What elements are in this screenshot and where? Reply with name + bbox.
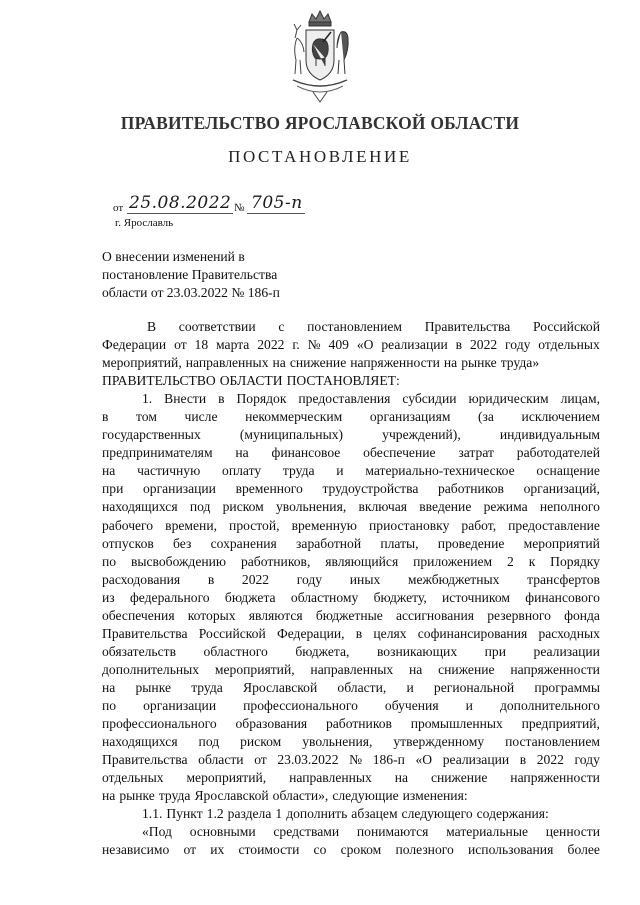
body-word: профессионального bbox=[243, 697, 358, 713]
body-word: организации bbox=[143, 697, 217, 713]
body-word: исключением bbox=[521, 409, 600, 425]
coat-of-arms-emblem bbox=[285, 8, 355, 108]
body-word: постановлением bbox=[307, 319, 402, 334]
body-line bbox=[102, 462, 600, 480]
body-word: на bbox=[394, 770, 409, 786]
body-word: включая bbox=[358, 499, 408, 515]
subject-line: О внесении изменений в bbox=[102, 249, 245, 264]
body-word: под bbox=[198, 734, 220, 750]
body-word: организаций, bbox=[523, 481, 600, 497]
body-word: в bbox=[355, 625, 363, 641]
body-word: 1 bbox=[275, 806, 283, 822]
body-word: снижение bbox=[289, 355, 347, 371]
body-word: Федерации bbox=[102, 337, 167, 353]
body-word: проведение bbox=[437, 535, 505, 551]
body-word: Порядку bbox=[550, 553, 600, 569]
body-word: Внести bbox=[164, 391, 207, 407]
body-word: следующие bbox=[332, 788, 399, 804]
body-word: простой, bbox=[229, 517, 280, 533]
body-word: Ярославской bbox=[243, 679, 318, 695]
body-word: дополнить bbox=[286, 806, 348, 822]
body-word: 409 bbox=[328, 337, 349, 353]
body-word: из bbox=[102, 589, 115, 605]
body-word: по bbox=[102, 553, 117, 569]
body-word: «Под bbox=[142, 824, 172, 840]
body-word: области, bbox=[337, 679, 387, 695]
body-word: 1.1. bbox=[142, 806, 163, 822]
body-word: затрат bbox=[458, 445, 494, 461]
body-word: работников, bbox=[240, 553, 311, 569]
body-word: образования bbox=[235, 716, 308, 732]
body-word: обеспечение bbox=[363, 445, 436, 461]
body-word: юридическим bbox=[468, 391, 549, 407]
body-word: бюджета, bbox=[295, 643, 350, 659]
body-word: «О bbox=[415, 752, 433, 768]
body-word: ассигнования bbox=[395, 607, 475, 623]
body-word: Российской bbox=[198, 625, 266, 641]
body-word: мероприятий, bbox=[186, 770, 267, 786]
body-word: Российской bbox=[532, 319, 600, 334]
body-line bbox=[102, 805, 600, 823]
body-word: на bbox=[235, 445, 249, 461]
body-word: региональной bbox=[433, 679, 515, 695]
body-word: ценности bbox=[545, 824, 600, 840]
body-word: работников bbox=[325, 716, 392, 732]
body-word: 2022 bbox=[469, 337, 498, 353]
body-word: финансового bbox=[525, 589, 600, 605]
body-word: году bbox=[505, 337, 531, 353]
body-word: бюджета bbox=[224, 589, 276, 605]
body-word: 18 bbox=[194, 337, 209, 353]
body-word: предприятий, bbox=[521, 716, 600, 732]
body-line bbox=[102, 372, 600, 390]
body-word: предпринимателям bbox=[102, 445, 213, 461]
body-word: рынке bbox=[119, 788, 155, 804]
body-word: федерального bbox=[129, 589, 210, 605]
body-word: снижение bbox=[430, 770, 488, 786]
body-word: 186-п bbox=[372, 752, 405, 768]
body-word: рынке bbox=[461, 355, 497, 371]
body-word: расходных bbox=[538, 625, 600, 641]
body-word: абзацем bbox=[351, 806, 398, 822]
body-line bbox=[102, 607, 600, 625]
body-word: риском bbox=[222, 499, 264, 515]
body-word: времени, bbox=[165, 517, 217, 533]
body-word: трансфертов bbox=[527, 571, 600, 587]
body-word: 2 bbox=[507, 553, 514, 569]
body-word: к bbox=[528, 553, 536, 569]
body-word: использования bbox=[467, 842, 554, 858]
number-prefix: № bbox=[234, 202, 245, 214]
body-line bbox=[102, 841, 600, 859]
body-word: на bbox=[102, 679, 116, 695]
body-word: при bbox=[484, 643, 506, 659]
city-name: г. Ярославль bbox=[115, 217, 174, 229]
body-word: приложением bbox=[413, 553, 493, 569]
date-number-line bbox=[113, 193, 353, 217]
body-word: «О bbox=[356, 337, 374, 353]
body-word: заработной bbox=[296, 535, 362, 551]
body-word: году bbox=[296, 571, 323, 587]
body-word: оснащение bbox=[536, 463, 600, 479]
body-word: 1. bbox=[142, 391, 153, 407]
body-word: области», bbox=[272, 788, 329, 804]
body-line bbox=[102, 426, 600, 444]
body-word: изменения: bbox=[402, 788, 468, 804]
body-word: направленных bbox=[185, 355, 269, 371]
body-word: Федерации, bbox=[276, 625, 345, 641]
body-word: сохранения bbox=[210, 535, 277, 551]
body-word: оплату bbox=[222, 463, 262, 479]
body-word: напряженности bbox=[510, 661, 600, 677]
body-word: и bbox=[406, 679, 414, 695]
body-word: от bbox=[183, 842, 197, 858]
body-word: которых bbox=[187, 607, 236, 623]
body-word: мероприятий, bbox=[214, 661, 295, 677]
body-word: находящихся bbox=[102, 499, 178, 515]
document-body bbox=[102, 318, 600, 859]
body-word: рынке bbox=[135, 679, 172, 695]
body-word: отдельных bbox=[538, 337, 600, 353]
body-word: 23.03.2022 bbox=[277, 752, 339, 768]
body-word: сроком bbox=[340, 842, 382, 858]
body-word: государственных bbox=[102, 427, 201, 443]
body-word: на bbox=[102, 463, 116, 479]
body-word: работ, bbox=[461, 517, 497, 533]
body-line bbox=[102, 751, 600, 769]
body-line bbox=[102, 769, 600, 787]
body-word: дополнительных bbox=[102, 661, 200, 677]
body-word: более bbox=[567, 842, 600, 858]
body-word: под bbox=[189, 499, 211, 515]
body-word: при bbox=[102, 481, 124, 497]
body-word: в bbox=[455, 337, 463, 353]
body-word: программы bbox=[534, 679, 600, 695]
body-word: и bbox=[465, 697, 473, 713]
body-line bbox=[102, 715, 600, 733]
body-word: понимаются bbox=[356, 824, 429, 840]
body-word: находящихся bbox=[102, 734, 178, 750]
body-word: 2022 bbox=[536, 752, 564, 768]
body-word: Ярославской bbox=[194, 788, 269, 804]
body-word: труда bbox=[282, 463, 315, 479]
body-word: отпусков bbox=[102, 535, 154, 551]
body-line bbox=[102, 643, 600, 661]
body-word: следующего bbox=[401, 806, 473, 822]
body-word: ПОСТАНОВЛЯЕТ: bbox=[286, 373, 400, 389]
body-word: реализации bbox=[442, 752, 510, 768]
date-underline bbox=[127, 213, 233, 214]
body-word: постановлением bbox=[505, 734, 600, 750]
body-word: на bbox=[102, 788, 116, 804]
body-line bbox=[102, 408, 600, 426]
body-line bbox=[102, 535, 600, 553]
body-line bbox=[102, 571, 600, 589]
body-word: со bbox=[313, 842, 327, 858]
body-word: от bbox=[174, 337, 187, 353]
body-word: обеспечения bbox=[102, 607, 175, 623]
body-word: частичную bbox=[137, 463, 201, 479]
body-line bbox=[102, 589, 600, 607]
body-word: платы, bbox=[380, 535, 419, 551]
body-word: дополнительного bbox=[499, 697, 600, 713]
body-line bbox=[102, 517, 600, 535]
body-word: полезного bbox=[395, 842, 454, 858]
subject-line: постановление Правительства bbox=[102, 267, 278, 282]
body-word: направленных bbox=[289, 770, 372, 786]
body-word: являющийся bbox=[325, 553, 399, 569]
body-word: 2022 bbox=[241, 571, 270, 587]
body-word: с bbox=[278, 319, 285, 334]
body-word: материальные bbox=[446, 824, 528, 840]
body-word: увольнения, bbox=[302, 734, 373, 750]
body-line bbox=[102, 679, 600, 697]
body-word: резервного bbox=[487, 607, 551, 623]
body-word: 2022 bbox=[257, 337, 285, 353]
body-word: риском bbox=[240, 734, 282, 750]
body-word: целях bbox=[373, 625, 407, 641]
body-word: организации bbox=[142, 481, 216, 497]
body-word: ОБЛАСТИ bbox=[219, 373, 283, 389]
body-word: стоимости bbox=[238, 842, 300, 858]
body-word: областному bbox=[290, 589, 359, 605]
body-line bbox=[102, 444, 600, 462]
body-line bbox=[102, 661, 600, 679]
body-word: г. bbox=[292, 337, 300, 353]
body-word: Порядок bbox=[236, 391, 287, 407]
body-word: обучения bbox=[384, 697, 439, 713]
body-word: том bbox=[136, 409, 157, 425]
body-word: приостановку bbox=[369, 517, 450, 533]
body-line bbox=[102, 498, 600, 516]
body-word: труда bbox=[158, 788, 191, 804]
body-word: и bbox=[336, 463, 344, 479]
body-word: труда bbox=[191, 679, 223, 695]
body-word: ПРАВИТЕЛЬСТВО bbox=[102, 373, 216, 389]
body-word: Правительства bbox=[102, 625, 188, 641]
number-underline bbox=[247, 213, 305, 214]
subject-line: области от 23.03.2022 № 186-п bbox=[102, 285, 280, 300]
date-prefix: от bbox=[113, 202, 124, 214]
body-word: отдельных bbox=[102, 770, 164, 786]
body-word: по bbox=[102, 697, 117, 713]
body-word: неполного bbox=[539, 499, 600, 515]
body-word: (за bbox=[478, 409, 494, 425]
body-word: мероприятий bbox=[523, 535, 600, 551]
government-title: ПРАВИТЕЛЬСТВО ЯРОСЛАВСКОЙ ОБЛАСТИ bbox=[120, 113, 520, 133]
body-word: финансовое bbox=[271, 445, 341, 461]
body-word: их bbox=[210, 842, 225, 858]
body-line bbox=[102, 823, 600, 841]
body-line bbox=[102, 553, 600, 571]
body-line bbox=[102, 480, 600, 498]
body-line bbox=[102, 697, 600, 715]
body-word: 1.2 bbox=[206, 806, 224, 822]
body-word: организациям bbox=[369, 409, 451, 425]
body-word: работодателей bbox=[516, 445, 600, 461]
body-line bbox=[102, 733, 600, 751]
body-word: введение bbox=[419, 499, 472, 515]
body-word: утвержденному bbox=[393, 734, 485, 750]
body-word: в bbox=[207, 571, 215, 587]
body-word: профессионального bbox=[102, 716, 217, 732]
body-word: № bbox=[307, 337, 321, 353]
body-word: промышленных bbox=[410, 716, 503, 732]
body-word: напряженности bbox=[350, 355, 440, 371]
body-word: на bbox=[409, 661, 423, 677]
body-line bbox=[102, 336, 600, 354]
body-word: Правительства bbox=[102, 752, 188, 768]
body-word: некоммерческим bbox=[245, 409, 343, 425]
body-word: временную bbox=[291, 517, 357, 533]
body-word: основными bbox=[189, 824, 256, 840]
body-word: независимо bbox=[102, 842, 170, 858]
body-line bbox=[102, 390, 600, 408]
body-word: расходования bbox=[102, 571, 181, 587]
body-word: рабочего bbox=[102, 517, 154, 533]
body-word: в bbox=[102, 409, 109, 425]
body-word: году bbox=[574, 752, 600, 768]
body-word: высвобождению bbox=[130, 553, 227, 569]
body-word: бюджетные bbox=[315, 607, 383, 623]
body-word: в bbox=[519, 752, 527, 768]
document-subject bbox=[102, 248, 280, 302]
body-word: снижение bbox=[438, 661, 495, 677]
body-word: № bbox=[349, 752, 363, 768]
body-word: раздела bbox=[227, 806, 272, 822]
body-word: софинансирования bbox=[417, 625, 528, 641]
body-line bbox=[102, 354, 600, 372]
body-word: на bbox=[272, 355, 286, 371]
body-word: направленных bbox=[310, 661, 394, 677]
body-word: на bbox=[443, 355, 458, 371]
body-line bbox=[102, 787, 600, 805]
body-word: возникающих bbox=[376, 643, 458, 659]
body-word: соответствии bbox=[178, 319, 256, 334]
body-word: марта bbox=[216, 337, 250, 353]
body-word: областного bbox=[203, 643, 268, 659]
body-line bbox=[102, 625, 600, 643]
body-word: реализации bbox=[381, 337, 448, 353]
body-word: реализации bbox=[533, 643, 600, 659]
body-word: средствами bbox=[273, 824, 340, 840]
body-word: индивидуальным bbox=[499, 427, 600, 443]
body-word: В bbox=[147, 319, 157, 334]
body-word: предоставление bbox=[508, 517, 600, 533]
body-word: области bbox=[198, 752, 244, 768]
body-line bbox=[102, 318, 600, 336]
body-word: от bbox=[254, 752, 267, 768]
document-type-title: ПОСТАНОВЛЕНИЕ bbox=[228, 147, 412, 166]
body-word: субсидии bbox=[402, 391, 457, 407]
body-word: числе bbox=[184, 409, 218, 425]
body-word: содержания: bbox=[476, 806, 549, 822]
body-word: источником bbox=[442, 589, 510, 605]
body-word: мероприятий, bbox=[102, 355, 182, 371]
body-word: временного bbox=[235, 481, 303, 497]
body-word: фонда bbox=[564, 607, 600, 623]
body-word: в bbox=[218, 391, 225, 407]
body-word: предоставления bbox=[298, 391, 391, 407]
body-word: Правительства bbox=[424, 319, 511, 334]
body-word: межбюджетных bbox=[407, 571, 500, 587]
body-word: бюджету, bbox=[373, 589, 427, 605]
body-word: являются bbox=[248, 607, 303, 623]
body-word: учреждений), bbox=[382, 427, 461, 443]
document-number: 705-п bbox=[251, 193, 303, 213]
body-word: труда» bbox=[500, 355, 540, 371]
document-date: 25.08.2022 bbox=[129, 193, 232, 213]
body-word: иных bbox=[349, 571, 381, 587]
body-word: лицам, bbox=[560, 391, 600, 407]
body-word: напряженности bbox=[510, 770, 600, 786]
body-word: без bbox=[173, 535, 192, 551]
body-word: трудоустройства bbox=[322, 481, 419, 497]
body-word: режима bbox=[483, 499, 528, 515]
body-word: материально-техническое bbox=[365, 463, 515, 479]
body-word: (муниципальных) bbox=[239, 427, 344, 443]
body-word: Пункт bbox=[166, 806, 203, 822]
body-word: увольнения, bbox=[276, 499, 347, 515]
body-word: обязательств bbox=[102, 643, 177, 659]
body-word: работников bbox=[437, 481, 504, 497]
